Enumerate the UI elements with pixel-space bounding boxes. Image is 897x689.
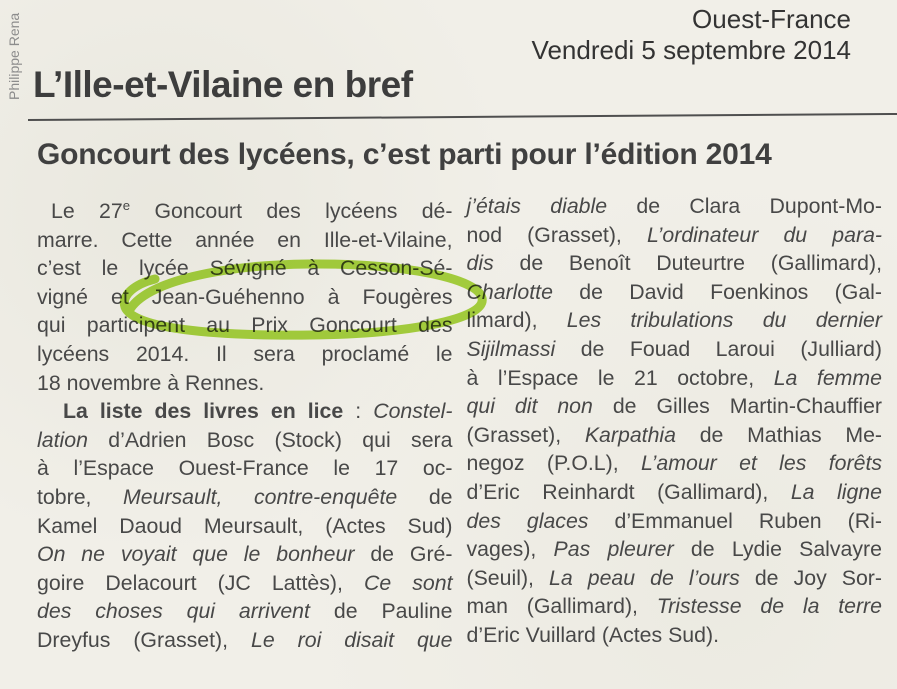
masthead-date: Vendredi 5 septembre 2014 [531,35,851,65]
text-line: j’étais diable de Clara Dupont-Mo- [466,194,882,218]
text-line: tobre, Meursault, contre-enquête de [37,485,453,510]
text-line: Kamel Daoud Meursault, (Actes Sud) [37,513,453,538]
text-line: man (Gallimard), Tristesse de la terre [466,594,882,619]
text-line: goire Delacourt (JC Lattès), Ce sont [37,570,453,595]
text-line: nod (Grasset), L’ordinateur du para- [466,222,882,247]
text-line: des choses qui arrivent de Pauline [37,599,453,624]
masthead-name: Ouest-France [692,4,851,34]
text-line: Sijilmassi de Fouad Laroui (Julliard) [466,336,882,361]
text-line: vigné et Jean-Guéhenno à Fougères [37,284,453,309]
text-line: lation d’Adrien Bosc (Stock) qui sera [37,427,453,452]
article-column-left [37,192,453,655]
text-line: limard), Les tribulations du dernier [466,308,882,333]
text-line: qui participent au Prix Goncourt des [37,313,453,338]
article-column-right [467,192,883,655]
text-line: Le 27e Goncourt des lycéens dé- [51,198,453,224]
text-line: negoz (P.O.L), L’amour et les forêts [466,451,883,476]
text-line: à l’Espace Ouest-France le 17 oc- [37,456,453,481]
divider-rule [28,113,897,121]
text-line: d’Eric Reinhardt (Gallimard), La ligne [466,479,882,504]
text-line: c’est le lycée Sévigné à Cesson-Sé- [37,256,453,281]
text-line: Dreyfus (Grasset), Le roi disait que [37,628,453,652]
text-line: marre. Cette année en Ille-et-Vilaine, [37,227,453,252]
article-body [37,192,882,655]
text-line: à l’Espace le 21 octobre, La femme [466,365,882,390]
section-title: L’Ille-et-Vilaine en bref [33,64,413,105]
photographer-credit: Philippe Rena [6,12,22,100]
text-line: vages), Pas pleurer de Lydie Salvayre [466,537,882,562]
text-line: des glaces d’Emmanuel Ruben (Ri- [466,508,882,533]
text-line: (Grasset), Karpathia de Mathias Me- [466,422,882,447]
text-line: On ne voyait que le bonheur de Gré- [37,542,453,567]
text-line: qui dit non de Gilles Martin-Chauffier [466,394,882,419]
text-line: d’Eric Vuillard (Actes Sud). [466,622,719,647]
text-line: 18 novembre à Rennes. [37,370,265,395]
text-line: (Seuil), La peau de l’ours de Joy Sor- [466,565,882,590]
article-title: Goncourt des lycéens, c’est parti pour l’édition 2014 [37,138,772,171]
masthead [532,4,851,66]
text-line: La liste des livres en lice : Constel- [63,399,453,424]
text-line: dis de Benoît Duteurtre (Gallimard), [466,251,882,276]
text-line: lycéens 2014. Il sera proclamé le [37,342,453,367]
text-line: Charlotte de David Foenkinos (Gal- [466,279,882,304]
